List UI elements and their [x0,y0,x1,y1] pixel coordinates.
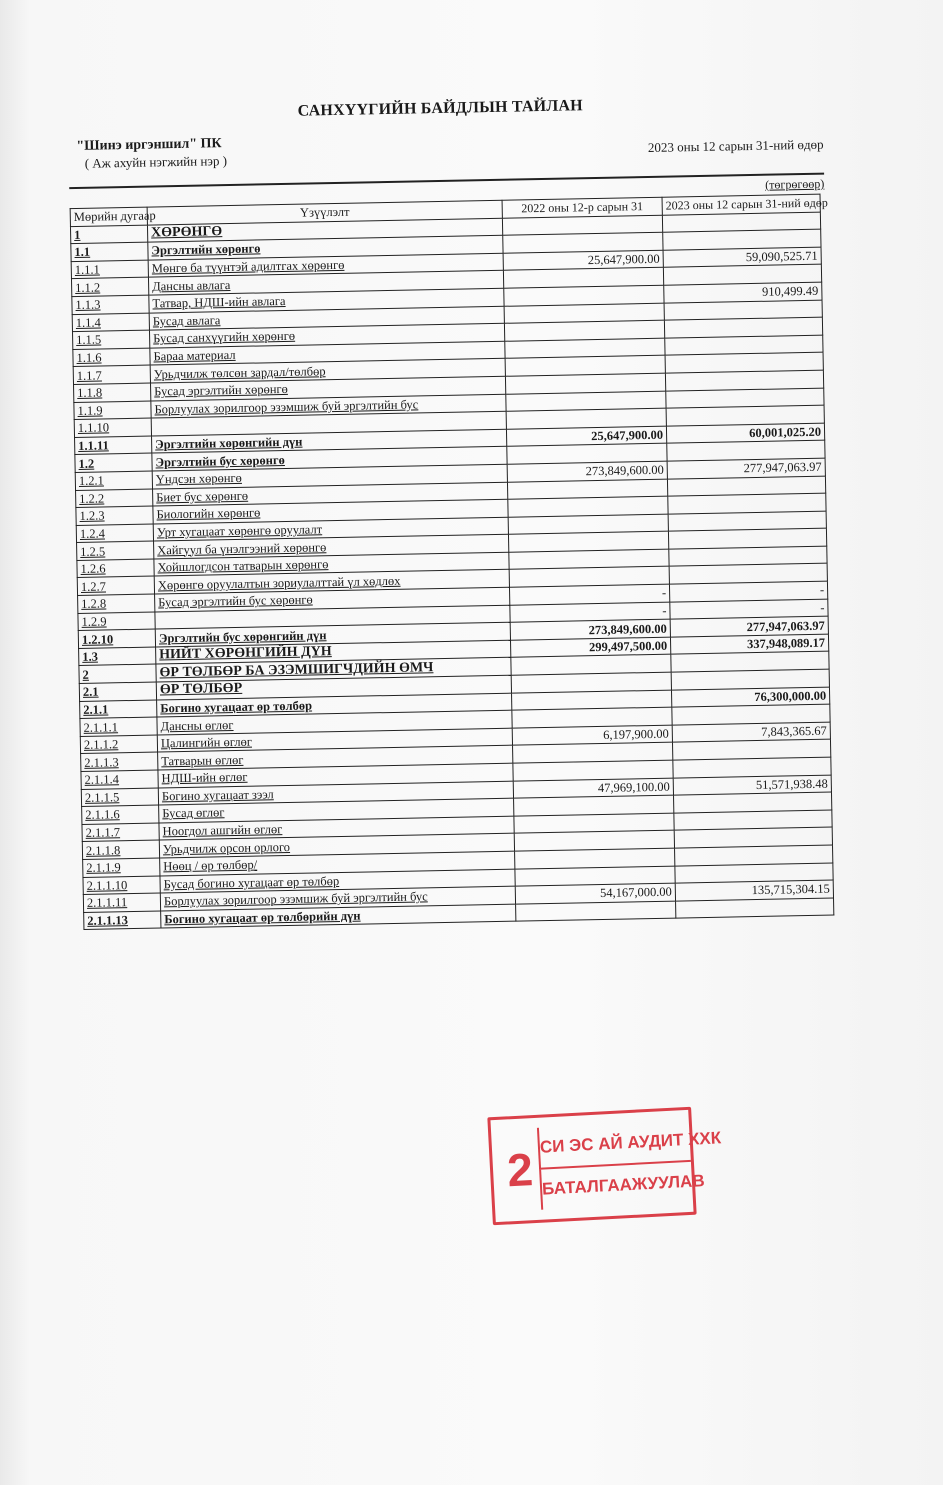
row-code: 1.1.3 [72,295,149,314]
row-value-2023: 135,715,304.15 [675,880,833,901]
row-indicator: Бусад богино хугацаат өр төлбөр [160,869,515,893]
row-code: 1.1.9 [74,401,151,420]
row-indicator: Урт хугацаат хөрөнгө оруулалт [153,517,508,541]
balance-sheet-table [70,194,835,931]
row-code: 1.2 [75,453,152,472]
row-value-2023: - [670,599,828,620]
row-code: 1.2.5 [77,541,154,560]
row-indicator: ХӨРӨНГӨ [147,218,502,242]
row-code: 1.2.9 [78,612,155,631]
row-indicator: Богино хугацаат зээл [158,781,513,805]
row-indicator: Цалингийн өглөг [157,728,512,752]
row-indicator: НДШ-ийн өглөг [158,763,513,787]
row-indicator: ӨР ТӨЛБӨР БА ЭЗЭМШИГЧДИЙН ӨМЧ [156,658,511,682]
header-row-number: Мөрийн дугаар [70,207,147,226]
row-indicator: Эргэлтийн хөрөнгө [148,235,503,259]
row-indicator: Борлуулах зорилгоор эзэмшиж буй эргэлтийн бус [160,886,515,910]
row-value-2022: - [510,602,670,623]
row-code: 1.1.6 [73,348,150,367]
row-value-2023: 277,947,063.97 [670,616,828,637]
row-indicator: Дансны авлага [148,271,503,295]
row-code: 2.1.1.6 [82,805,159,824]
header-indicator: Үзүүлэлт [147,200,502,224]
report-date: 2023 оны 12 сарын 31-ний өдөр [647,136,824,155]
row-code: 1.2.6 [77,559,154,578]
row-code: 1.2.7 [77,577,154,596]
row-indicator: Эргэлтийн бус хөрөнгө [152,447,507,471]
row-code: 1.1.2 [71,277,148,296]
row-code: 2.1 [79,682,156,701]
row-value-2023: 59,090,525.71 [663,247,821,268]
row-indicator: Бусад эргэлтийн бус хөрөнгө [155,587,510,611]
row-indicator: ӨР ТӨЛБӨР [156,675,511,699]
row-indicator: Бусад өглөг [159,798,514,822]
row-code: 1.1.8 [74,383,151,402]
row-code: 1.1.10 [74,418,151,437]
row-code: 1.3 [79,647,156,666]
row-value-2023: - [669,581,827,602]
row-code: 2.1.1.3 [81,752,158,771]
currency-unit: (төгрөгөөр) [765,176,825,192]
report-body [58,93,839,931]
row-indicator: Хайгуул ба үнэлгээний хөрөнгө [154,535,509,559]
stamp-number: 2 [505,1143,535,1197]
table-body [70,212,833,930]
row-indicator: Хойшлогдсон татварын хөрөнгө [154,552,509,576]
row-value-2022: 6,197,900.00 [512,725,672,746]
row-code: 1.1.4 [72,313,149,332]
row-indicator: Бусад санхүүгийн хөрөнгө [149,323,504,347]
row-indicator: Дансны өглөг [157,710,512,734]
row-indicator: Биет бус хөрөнгө [153,482,508,506]
row-indicator: Мөнгө ба түүнтэй адилтгах хөрөнгө [148,253,503,277]
row-value-2023 [676,898,834,919]
header-2023: 2023 оны 12 сарын 31-ний өдөр [662,194,820,215]
row-indicator: Богино хугацаат өр төлбөр [157,693,512,717]
row-value-2023: 277,947,063.97 [667,458,825,479]
row-code: 1.2.1 [75,471,152,490]
row-indicator: Урьдчилж орсон орлого [159,834,514,858]
audit-stamp [487,1107,722,1226]
row-indicator: Урьдчилж төлсөн зардал/төлбөр [150,359,505,383]
row-code: 2.1.1.10 [83,876,160,895]
row-code: 1.2.8 [78,594,155,613]
report-title: САНХҮҮГИЙН БАЙДЛЫН ТАЙЛАН [297,97,584,120]
row-code: 2.1.1.8 [82,840,159,859]
row-code: 1.1.11 [75,436,152,455]
organization-caption: ( Аж ахуйн нэгжийн нэр ) [84,153,228,171]
row-indicator: Ноогдол ашгийн өглөг [159,816,514,840]
row-code: 1.2.4 [76,524,153,543]
row-indicator: НИЙТ ХӨРӨНГИЙН ДҮН [156,640,511,664]
row-indicator: Эргэлтийн бус хөрөнгийн дүн [155,622,510,646]
row-value-2022 [516,901,676,922]
row-code: 1.1.5 [72,330,149,349]
row-code: 1.2.10 [78,629,155,648]
row-code: 2.1.1.11 [83,893,160,912]
row-indicator: Эргэлтийн хөрөнгийн дүн [152,429,507,453]
row-code: 1.2.2 [76,489,153,508]
row-code: 2.1.1.5 [81,788,158,807]
row-indicator: Нөөц / өр төлбөр/ [160,851,515,875]
organization-name: "Шинэ иргэншил" ПК [76,136,222,154]
row-code: 1.1.1 [71,260,148,279]
stamp-company: СИ ЭС АЙ АУДИТ ХХК [537,1120,691,1170]
row-code: 1.1.7 [73,365,150,384]
row-value-2023: 7,843,365.67 [672,722,830,743]
row-value-2023: 76,300,000.00 [671,687,829,708]
row-indicator: Богино хугацаат өр төлбөрийн дүн [161,904,516,928]
row-code: 2.1.1.13 [84,911,161,930]
row-code: 2 [79,664,156,683]
row-code: 2.1.1.2 [80,735,157,754]
row-code: 2.1.1.1 [80,717,157,736]
row-indicator: Татварын өглөг [158,746,513,770]
row-value-2022: - [509,584,669,605]
row-value-2022: 25,647,900.00 [503,250,663,271]
row-code: 2.1.1 [80,700,157,719]
row-code: 2.1.1.9 [83,858,160,877]
row-indicator: Үндсэн хөрөнгө [152,464,507,488]
row-indicator: Хөрөнгө оруулалтын зориулалттай үл хөдлөх [154,570,509,594]
row-indicator: Бусад эргэлтийн хөрөнгө [150,376,505,400]
row-indicator: Татвар, НДШ-ийн авлага [149,288,504,312]
row-value-2023: 60,001,025.20 [666,423,824,444]
row-value-2023: 337,948,089.17 [670,634,828,655]
row-value-2022: 54,167,000.00 [515,883,675,904]
stamp-verified: БАТАЛГААЖУУЛАВ [539,1162,693,1210]
row-indicator: Биологийн хөрөнгө [153,499,508,523]
row-value-2022: 299,497,500.00 [510,637,670,658]
row-code: 1 [70,225,147,244]
row-code: 2.1.1.4 [81,770,158,789]
row-code: 2.1.1.7 [82,823,159,842]
header-2022: 2022 оны 12-р сарын 31 [502,197,662,218]
row-code: 1.1 [71,242,148,261]
row-value-2023: 51,571,938.48 [673,775,831,796]
row-code: 1.2.3 [76,506,153,525]
row-value-2022: 25,647,900.00 [506,426,666,447]
row-value-2022: 273,849,600.00 [507,461,667,482]
row-value-2022: 47,969,100.00 [513,778,673,799]
row-value-2023: 910,499.49 [664,282,822,303]
row-indicator: Борлуулах зорилгоор эзэмшиж буй эргэлтийн бус [151,394,506,418]
row-value-2022: 273,849,600.00 [510,619,670,640]
row-indicator: Бараа материал [150,341,505,365]
row-indicator: Бусад авлага [149,306,504,330]
